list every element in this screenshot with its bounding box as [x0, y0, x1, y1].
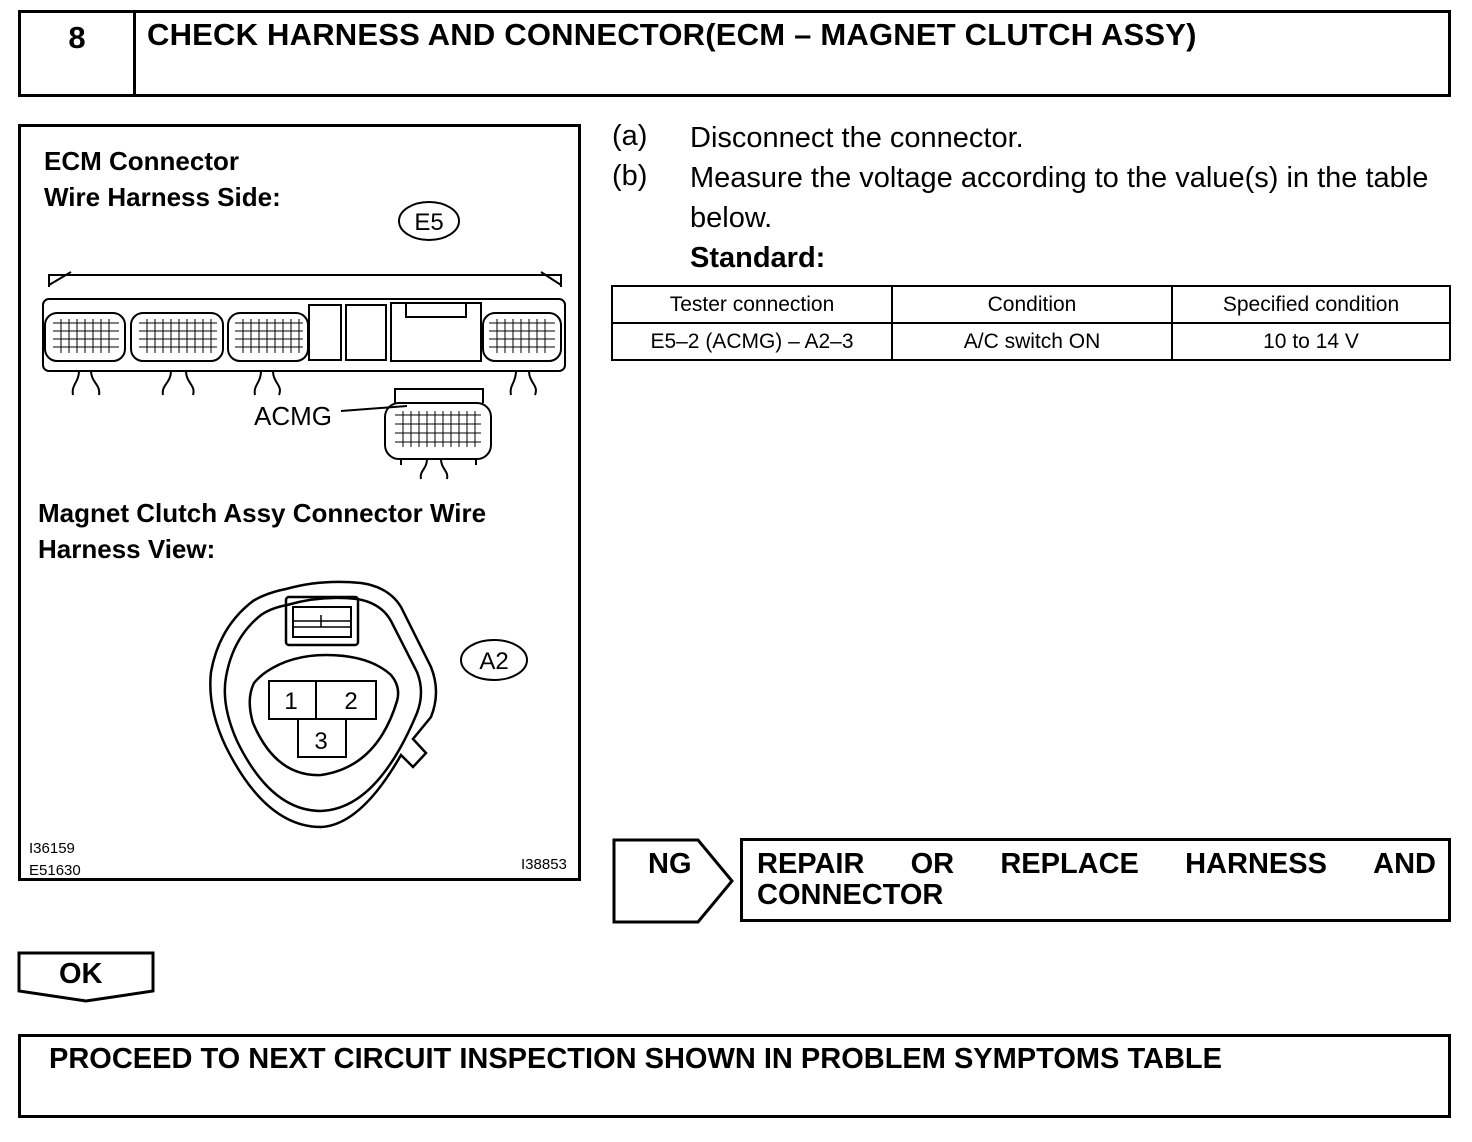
ng-word-replace: REPLACE — [1000, 848, 1139, 880]
step-b-text-line2: below. — [690, 202, 773, 234]
pin-2-label: 2 — [344, 688, 358, 715]
ok-result-text: PROCEED TO NEXT CIRCUIT INSPECTION SHOWN IN PROBLEM SYMPTOMS TABLE — [49, 1043, 1222, 1075]
step-header — [18, 10, 1451, 97]
col-header-tester-connection: Tester connection — [612, 286, 892, 323]
ref-code-1: I36159 — [29, 840, 75, 857]
wire-harness-side-label: Wire Harness Side: — [44, 182, 281, 212]
ok-tab — [17, 951, 157, 1003]
pin-1-label: 1 — [284, 688, 298, 715]
spec-table — [611, 285, 1451, 361]
step-a-letter: (a) — [612, 120, 648, 152]
acmg-sub-connector-drawing — [385, 389, 491, 479]
ng-result-line2: CONNECTOR — [757, 879, 944, 911]
table-header-row — [612, 286, 1450, 323]
ref-code-3: I38853 — [521, 856, 567, 873]
col-header-condition: Condition — [892, 286, 1172, 323]
table-row — [612, 323, 1450, 360]
ng-word-or: OR — [910, 848, 955, 880]
cell-condition: A/C switch ON — [892, 323, 1172, 360]
ref-code-2: E51630 — [29, 862, 81, 879]
e5-label: E5 — [414, 209, 444, 236]
cell-specified-condition: 10 to 14 V — [1172, 323, 1450, 360]
cell-tester-connection: E5–2 (ACMG) – A2–3 — [612, 323, 892, 360]
ng-word-and: AND — [1373, 848, 1436, 880]
magnet-clutch-connector-drawing — [210, 582, 436, 827]
col-header-specified-condition: Specified condition — [1172, 286, 1450, 323]
step-title: CHECK HARNESS AND CONNECTOR(ECM – MAGNET CLUTCH ASSY) — [147, 17, 1197, 52]
ecm-connector-label: ECM Connector — [44, 146, 239, 176]
ok-label: OK — [59, 958, 103, 990]
step-a-text: Disconnect the connector. — [690, 122, 1024, 154]
ok-result-box — [18, 1034, 1451, 1118]
step-number: 8 — [21, 13, 136, 94]
step-b-letter: (b) — [612, 160, 648, 192]
ng-label: NG — [648, 848, 692, 880]
ng-result-box — [740, 838, 1451, 922]
connector-figure — [18, 124, 581, 881]
pin-3-label: 3 — [314, 728, 328, 755]
acmg-leader-line — [341, 406, 407, 411]
clutch-connector-label: Magnet Clutch Assy Connector Wire — [38, 498, 487, 528]
a2-label: A2 — [479, 648, 509, 675]
ng-result-line1 — [757, 849, 1436, 880]
ng-word-harness: HARNESS — [1185, 848, 1327, 880]
standard-label: Standard: — [690, 242, 826, 274]
ng-arrow-box — [612, 838, 738, 924]
ecm-connector-drawing — [43, 272, 565, 395]
step-b-text-line1: Measure the voltage according to the value(s) in the table — [690, 162, 1429, 194]
harness-view-label: Harness View: — [38, 534, 216, 564]
acmg-label: ACMG — [254, 401, 332, 431]
ng-word-repair: REPAIR — [757, 848, 865, 880]
